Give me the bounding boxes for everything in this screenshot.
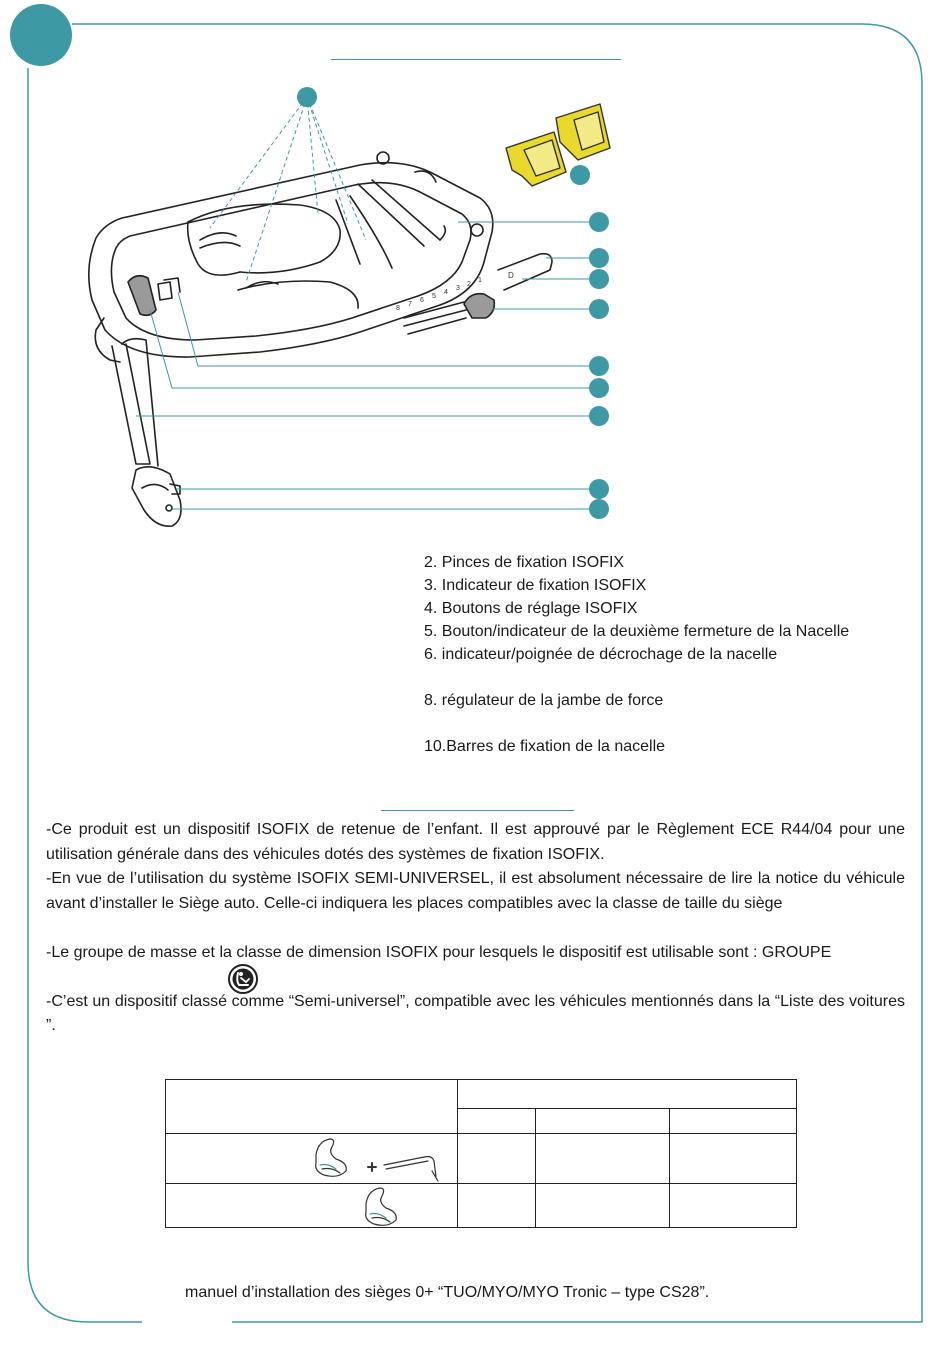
- table-header-cell: [670, 1109, 797, 1134]
- callout-dot: [570, 165, 590, 185]
- isofix-seat-icon: [227, 963, 259, 995]
- scale-number: 1: [478, 277, 482, 284]
- paragraph: -C’est un dispositif classé comme “Semi-universel”, compatible avec les véhicules mentionnés dans la “Liste des voitures ”.: [46, 992, 905, 1034]
- paragraph-gap: [46, 916, 905, 941]
- callout-dot: [589, 269, 609, 289]
- compatibility-table: [165, 1079, 797, 1228]
- callout-dot: [589, 356, 609, 376]
- section-rule: [381, 810, 574, 811]
- legend-gap: [424, 712, 849, 735]
- scale-number: 2: [467, 281, 471, 288]
- table-row: [166, 1134, 797, 1184]
- table-cell: [166, 1134, 458, 1184]
- table-header-cell: [458, 1109, 536, 1134]
- table-cell: [670, 1134, 797, 1184]
- paragraph: -Le groupe de masse et la classe de dimension ISOFIX pour lesquels le dispositif est utilisable sont : GROUPE: [46, 943, 832, 961]
- carrycot-icon: [356, 1184, 406, 1228]
- scale-number: 7: [408, 301, 412, 308]
- title-rule: [331, 59, 621, 60]
- legend-gap: [424, 666, 849, 689]
- paragraph: -En vue de l’utilisation du système ISOFIX SEMI-UNIVERSEL, il est absolument nécessaire de lire la notice du véhicule avant d’installer le Siège auto. Celle-ci indiquera les places compatibles avec la classe de taille du siège: [46, 870, 905, 912]
- table-header-cell: [536, 1109, 670, 1134]
- paragraph-gap: [46, 965, 905, 990]
- scale-number: 5: [432, 293, 436, 300]
- legend-item: 8. régulateur de la jambe de force: [424, 692, 664, 709]
- paragraph: -Ce produit est un dispositif ISOFIX de retenue de l’enfant. Il est approuvé par le Règlement ECE R44/04 pour une utilisation générale dans des véhicules dotés des systèmes de fixation ISOFIX.: [46, 821, 905, 863]
- legend-item: 6. indicateur/poignée de décrochage de la nacelle: [424, 646, 778, 663]
- legend-item: 2. Pinces de fixation ISOFIX: [424, 554, 625, 571]
- table-row: [166, 1184, 797, 1228]
- table-header-cell: [458, 1080, 797, 1109]
- callout-dot: [589, 212, 609, 232]
- legend-item: 3. Indicateur de fixation ISOFIX: [424, 577, 647, 594]
- table-cell: [166, 1184, 458, 1228]
- callout-dot: [589, 406, 609, 426]
- isofix-base-illustration: [0, 70, 950, 540]
- callout-dot: [589, 248, 609, 268]
- parts-legend: [424, 551, 849, 758]
- callout-dot: [589, 499, 609, 519]
- corner-badge: [10, 4, 72, 66]
- legend-item: 4. Boutons de réglage ISOFIX: [424, 600, 638, 617]
- isofix-description: [46, 818, 905, 1039]
- carrycot-with-base-icon: [306, 1135, 456, 1183]
- scale-number: 8: [396, 305, 400, 312]
- table-cell: [536, 1134, 670, 1184]
- footer-note: manuel d’installation des sièges 0+ “TUO/MYO/MYO Tronic – type CS28”.: [185, 1284, 710, 1301]
- table-cell: [458, 1184, 536, 1228]
- table-header-cell: [166, 1080, 458, 1134]
- callout-dot: [297, 87, 317, 107]
- scale-stamp: D: [508, 271, 514, 280]
- scale-number: 4: [444, 289, 448, 296]
- callout-dot: [589, 479, 609, 499]
- table-cell: [670, 1184, 797, 1228]
- scale-number: 6: [420, 297, 424, 304]
- legend-item: 10.Barres de fixation de la nacelle: [424, 738, 666, 755]
- scale-number: 3: [456, 285, 460, 292]
- callout-dot: [589, 378, 609, 398]
- isofix-clips-icon: [506, 104, 610, 186]
- adjustment-scale: [396, 271, 514, 312]
- callout-dot: [589, 299, 609, 319]
- table-cell: [536, 1184, 670, 1228]
- legend-item: 5. Bouton/indicateur de la deuxième fermeture de la Nacelle: [424, 623, 850, 640]
- table-cell: [458, 1134, 536, 1184]
